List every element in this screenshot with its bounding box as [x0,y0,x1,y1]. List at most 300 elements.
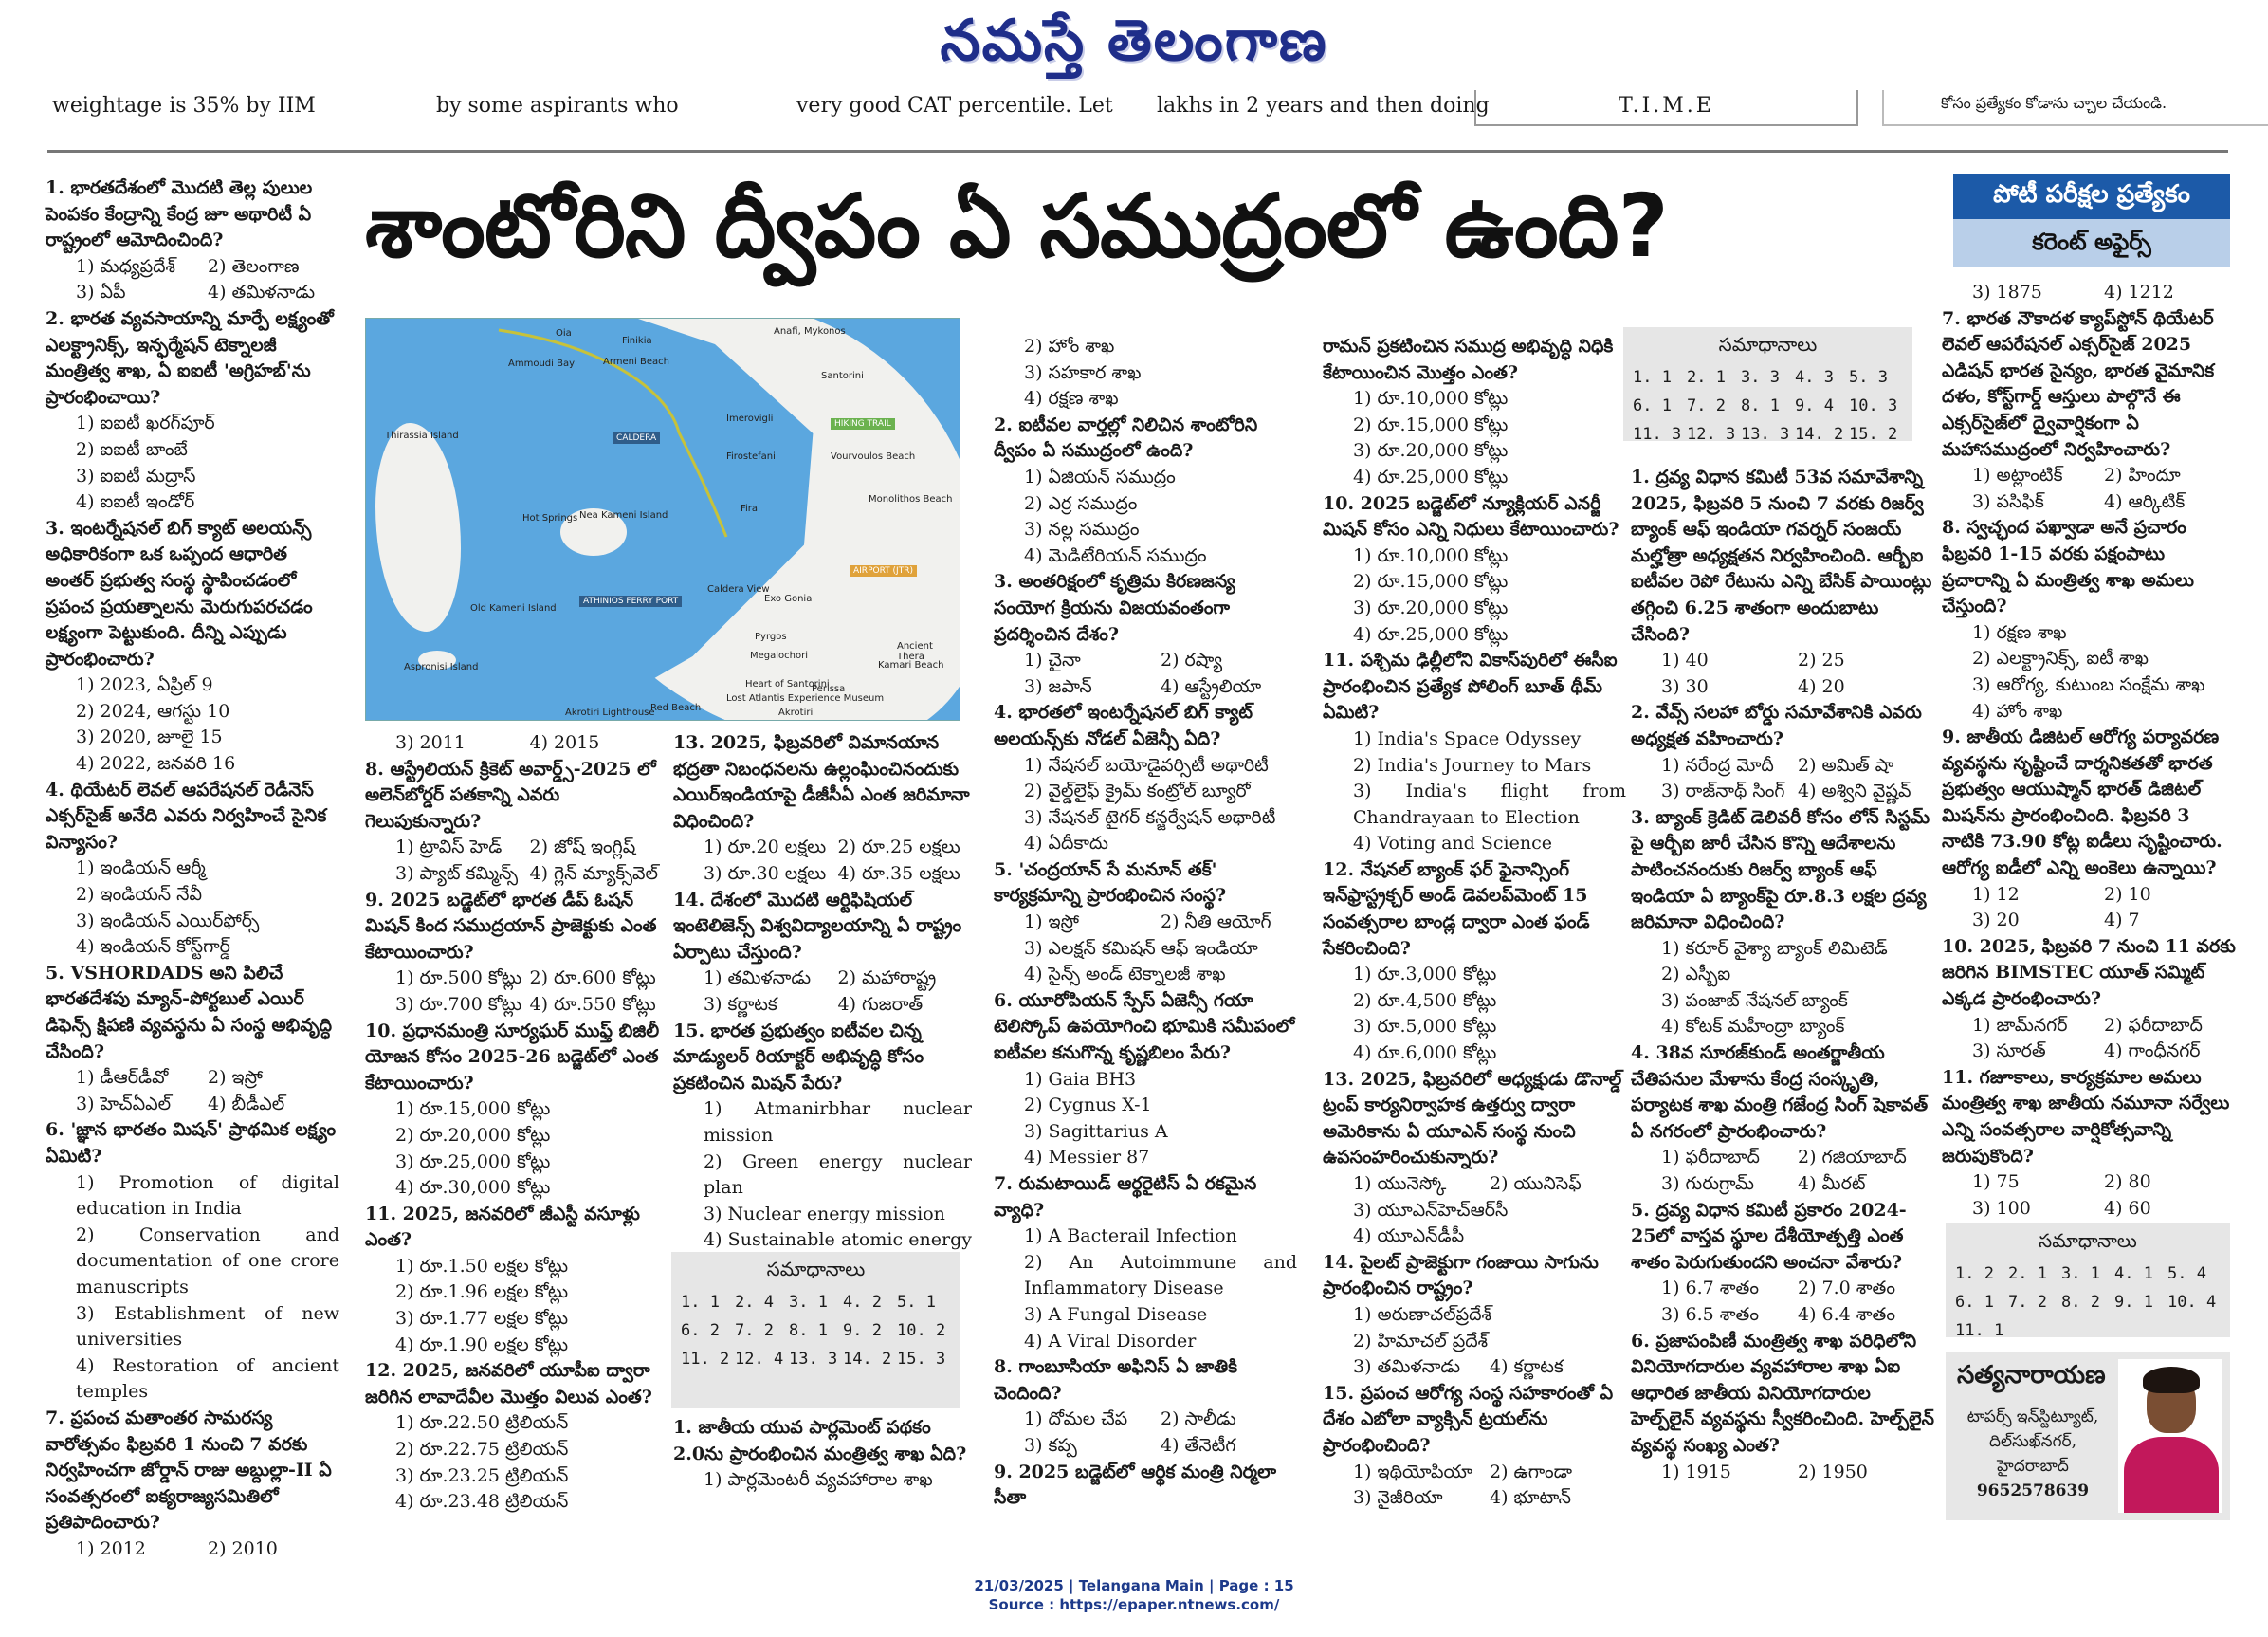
answer-option: 2) ఉగాండా [1490,1461,1573,1482]
answer-option: 3) రాజ్‌నాథ్ సింగ్ [1661,781,1785,802]
answer-option: 4) 1212 [2104,282,2174,303]
answer-option: 1) మధ్యప్రదేశ్ [76,255,175,277]
author-name: సత్యనారాయణ [1957,1361,2106,1389]
answer-option-pair [1323,1171,1626,1198]
question-text: 3. ఇంటర్నేషనల్ బిగ్ క్యాట్ అలయన్స్ అధికారికంగా ఒక ఒప్పంద ఆధారిత అంతర్ ప్రభుత్వ సంస్థ స్థాపించడంలో ప్రపంచ ప్రయత్నాలను మెరుగుపరచడం లక్ష్యంగా పెట్టుకుంది. దీన్ని ఎప్పుడు ప్రారంభించారు? [46,517,313,670]
column-4 [994,334,1297,1512]
answer-option: 3) కర్ణాటక [704,993,777,1015]
question-text: 6. ప్రజాపంపిణీ మంత్రిత్వ శాఖ పరిధిలోని వినియోగదారుల వ్యవహారాల శాఖ ఏఐ ఆధారిత జాతీయ వినియోగదారుల హెల్ప్‌లైన్ వ్యవస్థను స్వీకరించింది. హెల్ప్‌లైన్ వ్యవస్థ సంఖ్య ఎంత? [1631,1330,1934,1456]
question-text: 10. ప్రధానమంత్రి సూర్యఘర్ ముఫ్త్ బిజిలీ యోజన కోసం 2025-26 బడ్జెట్‌లో ఎంత కేటాయించారు? [365,1020,660,1094]
answer-option-pair [1631,1276,1934,1302]
map-label: Nea Kameni Island [579,510,668,521]
answer-cell: 10. 4 [2167,1293,2217,1312]
answer-option: 4) రూ.23.48 ట్రిలియన్ [395,1491,569,1513]
page-footer [0,1576,2268,1614]
answer-option-pair [365,966,664,992]
answer-cell: 3. 3 [1741,368,1780,387]
question-text: 9. 2025 బడ్జెట్‌లో భారత డీప్ ఓషన్ మిషన్ కింద సముద్రయాన్ ప్రాజెక్టుకు ఎంత కేటాయించారు? [365,889,657,963]
answer-option: 4) ఏదీకాదు [1024,833,1108,855]
answer-option: 4) 20 [1798,675,1845,697]
answers-grid [1955,1264,2221,1340]
section-tag-title: పోటీ పరీక్షల ప్రత్యేకం [1993,180,2190,209]
answer-option: 1) రూ.10,000 కోట్లు [1353,544,1509,566]
section-tag-subtitle: కరెంట్ అఫైర్స్ [1953,219,2230,267]
header-rule [47,150,2228,153]
question-text: 3. అంతరిక్షంలో కృత్రిమ కిరణజన్య సంయోగ క్రియను విజయవంతంగా ప్రదర్శించిన దేశం? [994,571,1235,645]
answer-option-pair [673,861,972,888]
answer-option: 1) డీఆర్‌డీవో [76,1067,169,1089]
strip-box-text: కోసం ప్రత్యేకం కోడాను చ్చాల చేయండి. [1882,90,2268,126]
answer-option-pair [1631,674,1934,701]
map-label: Ammoudi Bay [508,359,575,369]
answer-cell: 10. 3 [1849,396,1898,415]
answer-option: 1) యునెస్కో [1353,1173,1447,1194]
answer-cell: 9. 1 [2114,1293,2153,1312]
answer-option: 3) రూ.700 కోట్లు [395,993,522,1015]
answer-option: 1) ఫరీదాబాద్ [1661,1147,1760,1168]
answer-option-pair [1942,1169,2236,1196]
answer-option: 2) రూ.15,000 కోట్లు [1353,414,1509,435]
answer-option: 4) రక్షణ శాఖ [1024,388,1119,410]
answer-cell: 5. 1 [897,1293,936,1312]
answer-option: 2) Conservation and documentation of one crore manuscripts [76,1223,339,1297]
answer-option: 4) Restoration of ancient temples [76,1354,339,1403]
map-label: HIKING TRAIL [831,418,895,430]
answer-cell: 11. 3 [1633,425,1682,444]
answer-option-pair [1631,753,1934,780]
answer-option-pair [994,648,1297,674]
question-text: 1. ద్రవ్య విధాన కమిటీ 53వ సమావేశాన్ని 2025, ఫిబ్రవరి 5 నుంచి 7 వరకు రిజర్వ్ బ్యాంక్ ఆఫ్ ఇండియా గవర్నర్ సంజయ్ మల్హోత్రా అధ్యక్షతన నిర్వహించింది. ఆర్బీఐ ఐటీవల రెపో రేటును ఎన్ని బేసిక్ పాయింట్లు తగ్గించి 6.25 శాతంగా అందుబాటు చేసింది? [1631,467,1932,645]
answer-option: 1) అరుణాచల్‌ప్రదేశ్ [1353,1303,1492,1325]
answer-cell: 7. 2 [1687,396,1726,415]
answers-box-2 [1623,327,1912,444]
answer-option: 1) అట్లాంటిక్ [1972,465,2063,487]
question-text: 11. 2025, జనవరిలో జీఎస్టీ వసూళ్లు ఎంత? [365,1203,640,1251]
answer-cell: 14. 2 [843,1350,892,1369]
answer-option: 3) 6.5 శాతం [1661,1304,1759,1325]
answer-option: 3) ఆరోగ్య, కుటుంబ సంక్షేమ శాఖ [1972,673,2205,695]
answer-option: 3) ఏపీ [76,282,126,303]
answer-cell: 2. 1 [2008,1264,2047,1283]
answer-option-pair [365,835,664,861]
answer-option: 2) రూ.25 లక్షలు [837,837,960,858]
answer-cell: 1. 1 [1633,368,1672,387]
answer-option-pair [46,1536,339,1563]
answer-option: 4) రూ.550 కోట్లు [529,993,656,1015]
answers-box-1 [671,1252,960,1408]
map-label: Imerovigli [726,414,774,424]
answer-option: 4) గ్లెన్ మ్యాక్స్‌వెల్ [529,862,659,884]
answer-option: 3) 2011 [395,732,466,753]
answer-option: 1) 2012 [76,1537,146,1559]
answer-cell: 15. 2 [1849,425,1898,444]
answer-cell: 7. 2 [2008,1293,2047,1312]
answer-option-pair [994,1433,1297,1460]
question-text: 2. ఐటీవల వార్తల్లో నిలిచిన శాంటోరిని ద్వీపం ఏ సముద్రంలో ఉంది? [994,414,1258,462]
answers-box-3 [1946,1223,2230,1340]
answer-option: 3) నల్ల సముద్రం [1024,519,1140,541]
answer-option: 1) Promotion of digital education in India [76,1171,339,1220]
answer-option: 1) 12 [1972,883,2020,905]
answer-option: 4) ఆస్ట్రేలియా [1161,675,1262,697]
answer-option-pair [1631,648,1934,674]
answer-option-pair [46,1092,339,1118]
answer-option: 2) Cygnus X-1 [1024,1094,1152,1116]
map-label: Fira [741,504,759,514]
map-label: CALDERA [613,432,660,444]
map-label: Armeni Beach [603,357,669,367]
author-photo [2118,1359,2222,1513]
answer-option: 2) రూ.1.96 లక్షల కోట్లు [395,1281,569,1303]
question-text: 8. ఆస్ట్రేలియన్ క్రికెట్ అవార్డ్స్-2025 లో అలెన్‌బోర్డర్ పతకాన్ని ఎవరు గెలుపుకున్నారు? [365,758,656,832]
question-text: 4. థియేటర్ లెవల్ ఆపరేషనల్ రెడీనెస్ ఎక్సర్‌సైజ్ అనేది ఎవరు నిర్వహించే సైనిక విన్యాసం? [46,779,327,853]
map-label: ATHINIOS FERRY PORT [579,596,682,607]
answer-option: 4) మెడిటేరియన్ సముద్రం [1024,544,1207,566]
answer-cell: 13. 3 [789,1350,838,1369]
answer-option: 1) 75 [1972,1171,2020,1193]
answer-option: 3) రూ.1.77 లక్షల కోట్లు [395,1308,569,1330]
answer-option-pair [994,674,1297,701]
map-label: Anafi, Mykonos [774,326,846,337]
answer-option: 2) ఇండియన్ నేవీ [76,884,202,906]
answer-option: 2) 25 [1798,650,1845,671]
answer-option: 4) 2022, జనవరి 16 [76,753,236,775]
strip-fragment: by some aspirants who [436,94,679,118]
question-text: 15. ప్రపంచ ఆరోగ్య సంస్థ సహకారంతో ఏ దేశం ఎబోలా వ్యాక్సిన్ ట్రయల్‌ను ప్రారంభించింది? [1323,1382,1614,1456]
answer-option: 2) రూ.4,500 కోట్లు [1353,989,1497,1011]
answer-option: 1) నరేంద్ర మోదీ [1661,754,1774,776]
answer-option-pair [1942,1013,2236,1039]
answers-title: సమాధానాలు [1718,333,1818,356]
answer-option: 4) తేనెటీగ [1161,1434,1236,1456]
answer-cell: 12. 4 [735,1350,784,1369]
answer-cell: 11. 2 [681,1350,730,1369]
answer-option: 4) ఐఐటీ ఇండోర్ [76,491,195,513]
answer-option: 3) 100 [1972,1197,2031,1219]
answer-option: 4) 6.4 శాతం [1798,1304,1895,1325]
map-label: Kamari Beach [878,660,944,671]
photo-hair [2143,1367,2200,1393]
answer-option-pair [46,254,339,281]
headline: శాంటోరిని ద్వీపం ఏ సముద్రంలో ఉంది? [365,175,1668,277]
answer-option: 4) Messier 87 [1024,1147,1150,1168]
answer-option: 2) తెలంగాణ [208,255,300,277]
answer-option: 3) యూఎన్‌హెచ్‌ఆర్‌సీ [1353,1199,1509,1221]
answer-cell: 1. 1 [681,1293,720,1312]
answer-cell: 6. 1 [1955,1293,1994,1312]
answer-option: 4) గుజరాత్ [837,993,924,1015]
question-text: 2. భారత వ్యవసాయాన్ని మార్పే లక్ష్యంతో ఎలక్ట్రానిక్స్, ఇన్ఫర్మేషన్ టెక్నాలజీ మంత్రిత్వ శాఖ, ఏ ఐఐటీ 'అగ్రిహబ్'ను ప్రారంభించాయి? [46,307,334,408]
answer-option: 1) ఇండియన్ ఆర్మీ [76,857,206,879]
answer-option: 3) జపాన్ [1024,675,1092,697]
question-text: 6. 'జ్ఞాన భారతం మిషన్' ప్రాథమిక లక్ష్యం ఏమిటి? [46,1119,337,1167]
answer-option: 1) రూ.22.50 ట్రిలియన్ [395,1412,569,1434]
answer-option-pair [1631,779,1934,805]
answer-cell: 6. 1 [1633,396,1672,415]
answer-option: 2) ఐఐటీ బాంబే [76,438,188,460]
answer-cell: 14. 2 [1795,425,1844,444]
answer-option: 3) 1875 [1972,282,2042,303]
answer-option: 2) జోష్ ఇంగ్లిష్ [529,837,636,858]
map-label: Exo Gonia [764,594,813,604]
answer-option: 1) రూ.20 లక్షలు [704,837,827,858]
map-label: Caldera View [707,584,770,595]
map-label: Thirassia Island [385,431,459,441]
answer-cell: 7. 2 [735,1321,774,1340]
answer-option: 3) 2020, జూలై 15 [76,727,223,748]
map-label: Akrotiri Lighthouse [565,708,655,718]
map-label: Old Kameni Island [470,603,557,614]
map-label: Firostefani [726,451,776,462]
question-text: 8. గాంబూసియా అఫినిస్ ఏ జాతికి చెందింది? [994,1356,1237,1404]
answer-option: 4) 2015 [529,732,600,753]
answer-option-pair [365,730,664,757]
answer-cell: 4. 1 [2114,1264,2153,1283]
question-text: 12. నేషనల్ బ్యాంక్ ఫర్ ఫైనాన్సింగ్ ఇన్‌ఫ్రాస్ట్రక్చర్ అండ్ డెవలప్‌మెంట్ 15 సంవత్సరాల బాండ్ల ద్వారా ఎంత ఫండ్ సేకరించింది? [1323,858,1590,959]
question-text: 5. ద్రవ్య విధాన కమిటీ ప్రకారం 2024-25లో వాస్తవ స్థూల దేశీయోత్పత్తి ఎంత శాతం పెరుగుతుందని అంచనా వేశారు? [1631,1199,1907,1273]
question-text: 13. 2025, ఫిబ్రవరిలో అధ్యక్షుడు డొనాల్డ్ ట్రంప్ కార్యనిర్వాహక ఉత్తర్వు ద్వారా అమెరికాను ఏ యూఎన్ సంస్థ నుంచి ఉపసంహరించుకున్నారు? [1323,1068,1622,1168]
answer-option: 2) రష్యా [1161,650,1223,671]
answer-option: 4) రూ.6,000 కోట్లు [1353,1042,1497,1064]
question-text: 6. యూరోపియన్ స్పేస్ ఏజెన్సీ గయా టెలిస్కోప్ ఉపయోగించి భూమికి సమీపంలో ఐటీవల కనుగొన్న కృష్ణబిలం పేరు? [994,989,1295,1064]
answer-cell: 6. 2 [681,1321,720,1340]
answer-option: 4) అశ్విని వైష్ణవ్ [1798,781,1911,802]
answer-option: 1) నేషనల్ బయోడైవర్సిటీ అథారిటీ [1024,754,1269,776]
answers-title: సమాధానాలు [766,1258,866,1280]
answer-option-pair [1323,1460,1626,1486]
answer-option: 2) An Autoimmune and Inflammatory Disease [1024,1251,1297,1299]
map-label: Vourvoulos Beach [831,451,916,462]
answer-option-pair [1631,1460,1934,1486]
answer-option: 2) నీతి ఆయోగ్ [1161,911,1271,933]
answer-option-pair [1942,882,2236,909]
answer-option-pair [673,966,972,992]
footer-date: 21/03/2025 | Telangana Main | Page : 15 [974,1577,1294,1594]
answers-title: సమాధానాలు [2039,1229,2137,1252]
answer-option: 2) రూ.600 కోట్లు [529,967,656,989]
answer-option: 2) గజియాబాద్ [1798,1147,1907,1168]
answer-option: 3) Establishment of new universities [76,1302,339,1351]
answer-option-pair [673,835,972,861]
answer-option: 3) నైజీరియా [1353,1487,1443,1509]
answer-option: 1) కరూర్ వైశ్యా బ్యాంక్ లిమిటెడ్ [1661,937,1888,959]
answer-option: 3) 30 [1661,675,1709,697]
question-text: 14. పైలట్ ప్రాజెక్టుగా గంజాయి సాగును ప్రారంభించిన రాష్ట్రం? [1323,1251,1599,1299]
column-2 [365,730,664,1516]
answer-option: 2) రూ.15,000 కోట్లు [1353,571,1509,593]
map-label: Megalochori [750,651,808,661]
answer-option: 4) రూ.35 లక్షలు [837,862,960,884]
newspaper-masthead: నమస్తే తెలంగాణ [940,8,1328,74]
answer-option: 2) 2024, ఆగస్టు 10 [76,700,230,722]
answer-option: 1) Gaia BH3 [1024,1068,1137,1090]
answer-option: 4) ఇండియన్ కోస్ట్‌గార్డ్ [76,936,230,958]
answer-option: 1) జామ్‌నగర్ [1972,1014,2068,1036]
strip-fragment: lakhs in 2 years and then doing [1157,94,1490,118]
answer-option: 3) ఇండియన్ ఎయిర్‌ఫోర్స్ [76,910,260,931]
answer-option: 4) Sustainable atomic energy [704,1229,972,1251]
answer-option: 4) భూటాన్ [1490,1487,1571,1509]
answer-option: 2) ఇస్రో [208,1067,263,1089]
answer-option: 3) Sagittarius A [1024,1120,1168,1142]
column-3b [673,1415,972,1494]
answer-option: 1) India's Space Odyssey [1353,727,1582,749]
answer-option: 1) పార్లమెంటరీ వ్యవహారాల శాఖ [704,1469,933,1491]
answer-cell: 5. 3 [1849,368,1888,387]
answer-cell: 11. 1 [1955,1321,2004,1340]
answer-option: 3) Nuclear energy mission [704,1203,945,1224]
answer-option: 2) 1950 [1798,1461,1868,1482]
answer-option: 4) మీరట్ [1798,1173,1866,1195]
answer-option: 1) ఇథియోపియా [1353,1461,1473,1482]
answer-option: 4) తమిళనాడు [208,282,316,303]
answer-option-pair [994,910,1297,936]
answer-option: 3) ఐఐటీ మద్రాస్ [76,465,196,487]
answer-option: 3) పంజాబ్ నేషనల్ బ్యాంక్ [1661,989,1848,1011]
map-label: Red Beach [650,703,702,713]
answer-cell: 5. 4 [2167,1264,2206,1283]
column-3 [673,730,972,1279]
answer-option: 1) ఇస్రో [1024,911,1079,933]
answer-option: 1) ఐఐటీ ఖరగ్‌పూర్ [76,413,215,434]
answer-option: 2) ఫరీదాబాద్ [2104,1014,2203,1036]
column-5 [1323,334,1626,1512]
answer-option: 2) అమిత్ షా [1798,754,1894,776]
top-strip [47,90,2228,130]
answer-cell: 8. 1 [789,1321,828,1340]
answers-grid [1633,368,1903,444]
answer-option: 3) సహకార శాఖ [1024,361,1142,383]
answer-option-pair [46,1065,339,1092]
answer-option: 4) కర్ణాటక [1490,1356,1564,1378]
map-label: AIRPORT (JTR) [850,565,917,577]
question-text: 1. భారతదేశంలో మొదటి తెల్ల పులుల పెంపకం కేంద్రాన్ని కేంద్ర జూ అథారిటీ ఏ రాష్ట్రంలో ఆమోదించింది? [46,177,313,251]
answer-cell: 4. 3 [1795,368,1834,387]
answer-option: 2) మహారాష్ట్ర [837,967,937,989]
answer-option: 2) 7.0 శాతం [1798,1278,1895,1299]
answer-option-pair [365,992,664,1019]
answer-option: 2) యునిసెఫ్ [1490,1173,1582,1194]
answer-option-pair [1942,280,2236,306]
answer-option: 3) కప్ప [1024,1434,1077,1456]
answer-option: 4) A Viral Disorder [1024,1330,1197,1352]
answer-option-pair [1942,908,2236,934]
answer-option: 2) 10 [2104,883,2151,905]
answer-option: 4) రూ.25,000 కోట్లు [1353,466,1509,487]
answer-option: 1) 6.7 శాతం [1661,1278,1759,1299]
question-text: 1. జాతీయ యువ పార్లమెంట్ పథకం 2.0ను ప్రారంభించిన మంత్రిత్వ శాఖ ఏది? [673,1417,967,1464]
question-text: 9. 2025 బడ్జెట్‌లో ఆర్థిక మంత్రి నిర్మలా సీతా [994,1461,1276,1509]
map-label: Monolithos Beach [869,494,953,505]
answer-option: 3) రూ.20,000 కోట్లు [1353,440,1509,462]
map-label: Pyrgos [755,632,787,642]
question-text: 7. ప్రపంచ మతాంతర సామరస్య వారోత్సవం ఫిబ్రవరి 1 నుంచి 7 వరకు నిర్వహించగా జోర్డాన్ రాజు అబ్దుల్లా-II ఏ సంవత్సరంలో ఐక్యరాజ్యసమితిలో ప్రతిపాదించారు? [46,1407,332,1534]
answer-option: 2) ఎలక్ట్రానిక్స్, ఐటీ శాఖ [1972,648,2149,670]
footer-source[interactable]: Source : https://epaper.ntnews.com/ [988,1596,1280,1613]
answer-option-pair [1942,463,2236,489]
answer-option-pair [46,280,339,306]
question-text: 11. గజూకాలు, కార్యక్రమాల అమలు మంత్రిత్వ శాఖ జాతీయ నమూనా సర్వేలు ఎన్ని సంవత్సరాల వార్షికోత్సవాన్ని జరుపుకొంది? [1942,1066,2230,1167]
answer-option: 4) గాంధీనగర్ [2104,1040,2201,1062]
answer-option: 4) Voting and Science [1353,833,1552,855]
answer-option: 3) నేషనల్ టైగర్ కన్జర్వేషన్ అథారిటీ [1024,806,1276,828]
answer-cell: 8. 2 [2061,1293,2100,1312]
answer-option-pair [1942,489,2236,516]
answer-option: 1) ట్రావిస్ హెడ్ [395,837,503,858]
answer-option: 2) హోం శాఖ [1024,336,1115,357]
question-text: 10. 2025, ఫిబ్రవరి 7 నుంచి 11 వరకు జరిగిన BIMSTEC యూత్ సమ్మిట్ ఎక్కడ ప్రారంభించారు? [1942,935,2236,1010]
question-text: 14. దేశంలో మొదటి ఆర్టిఫిషియల్ ఇంటెలిజెన్స్ విశ్వవిద్యాలయాన్ని ఏ రాష్ట్రం ఏర్పాటు చేస్తుంది? [673,889,962,963]
answer-option: 1) రూ.1.50 లక్షల కోట్లు [395,1255,569,1277]
answer-cell: 8. 1 [1741,396,1780,415]
answer-option: 1) 1915 [1661,1461,1731,1482]
answer-option: 2) Green energy nuclear plan [704,1150,972,1199]
answer-option-pair [1942,1039,2236,1065]
answer-option: 1) ఏజియన్ సముద్రం [1024,466,1176,487]
answer-option: 3) 20 [1972,910,2020,931]
question-text: 5. 'చంద్రయాన్ సే మనూన్ తక్' కార్యక్రమాన్ని ప్రారంభించిన సంస్థ? [994,858,1227,907]
answer-option: 3) హెచ్‌ఏఎల్ [76,1093,172,1114]
map-label: Ancient Thera [897,641,933,662]
answer-cell: 10. 2 [897,1321,946,1340]
map-label: Heart of Santorini [745,679,830,690]
question-text: 15. భారత ప్రభుత్వం ఐటీవల చిన్న మాడ్యులర్ రియాక్టర్ అభివృద్ధి కోసం ప్రకటించిన మిషన్ పేరు? [673,1020,924,1094]
question-text: 10. 2025 బడ్జెట్‌లో న్యూక్లియర్ ఎనర్జీ మిషన్ కోసం ఎన్ని నిధులు కేటాయించారు? [1323,492,1619,541]
answer-cell: 3. 1 [2061,1264,2100,1283]
answer-option: 1) రూ.15,000 కోట్లు [395,1098,551,1120]
answer-option: 4) సైన్స్ అండ్ టెక్నాలజీ శాఖ [1024,964,1226,985]
answer-option: 3) తమిళనాడు [1353,1356,1461,1378]
answer-cell: 13. 3 [1741,425,1790,444]
answer-option-pair [365,861,664,888]
map-label: Santorini [821,371,864,381]
question-text: 12. 2025, జనవరిలో యూపీఐ ద్వారా జరిగిన లావాదేవీల మొత్తం విలువ ఎంత? [365,1360,652,1407]
answer-option-pair [1631,1171,1934,1198]
answer-option-pair [1323,1485,1626,1512]
map-label: Finikia [622,336,652,346]
answer-cell: 15. 3 [897,1350,946,1369]
answer-cell: 3. 1 [789,1293,828,1312]
answer-option-pair [673,992,972,1019]
santorini-map [365,318,960,721]
answer-option: 2) వైల్డ్‌లైఫ్ క్రైమ్ కంట్రోల్ బ్యూరో [1024,781,1251,802]
answer-option: 1) A Bacterail Infection [1024,1225,1237,1247]
answer-option: 3) పసిఫిక్ [1972,490,2044,512]
answer-option: 1) దోమల చేప [1024,1408,1128,1430]
map-label: Akrotiri [778,708,814,718]
answer-option: 3) ఎలక్షన్ కమిషన్ ఆఫ్ ఇండియా [1024,937,1258,959]
answer-option: 2) సాలీడు [1161,1408,1236,1430]
answer-option: 2) India's Journey to Mars [1353,754,1592,776]
map-label: Lost Atlantis Experience Museum [726,693,885,704]
author-box [1946,1352,2230,1520]
answer-cell: 9. 2 [843,1321,882,1340]
column-1 [46,175,339,1562]
answer-option: 4) రూ.1.90 లక్షల కోట్లు [395,1334,569,1355]
question-text: రామన్ ప్రకటించిన సముద్ర అభివృద్ధి నిధికి కేటాయించిన మొత్తం ఎంత? [1323,336,1614,383]
strip-fragment: very good CAT percentile. Let [796,94,1113,118]
answer-cell: 12. 3 [1687,425,1736,444]
author-line: దిల్‌సుఖ్‌నగర్, [1988,1432,2077,1451]
question-text: 5. VSHORDADS అని పిలిచే భారతదేశపు మ్యాన్-పోర్టబుల్ ఎయిర్ డిఫెన్స్ క్షిపణి వ్యవస్థను ఏ సంస్థ అభివృద్ధి చేసింది? [46,962,332,1062]
answer-option: 2) ఎస్బీఐ [1661,964,1731,985]
answer-option: 3) రూ.5,000 కోట్లు [1353,1016,1497,1038]
question-text: 8. స్వచ్ఛంద పఖ్వాడా అనే ప్రచారం ఫిబ్రవరి 1-15 వరకు పక్షంపాటు ప్రచారాన్ని ఏ మంత్రిత్వ శాఖ అమలు చేస్తుంది? [1942,517,2194,617]
answer-option: 1) రూ.10,000 కోట్లు [1353,388,1509,410]
answer-cell: 1. 2 [1955,1264,1994,1283]
answer-option: 1) రూ.3,000 కోట్లు [1353,964,1497,985]
answer-option: 2) ఎర్ర సముద్రం [1024,492,1138,514]
